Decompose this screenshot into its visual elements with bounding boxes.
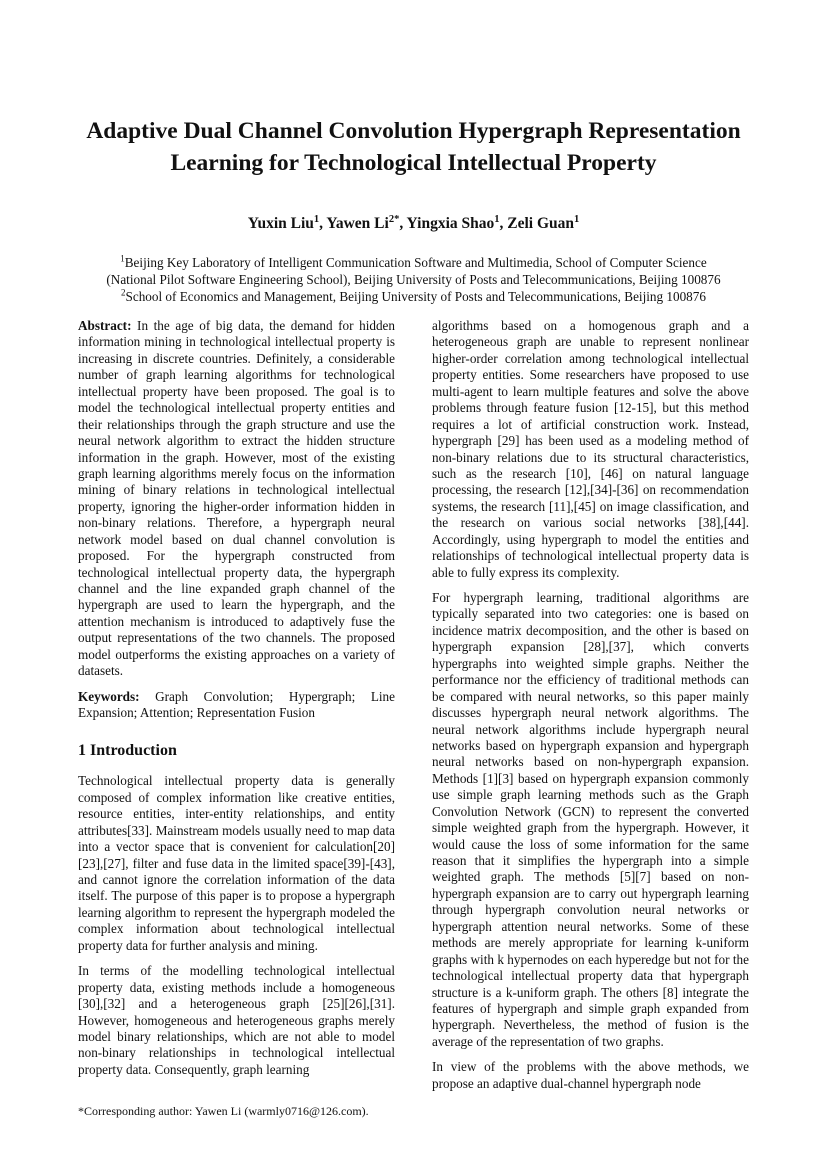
author-name: Zeli Guan xyxy=(507,215,575,232)
corresponding-author-footnote: *Corresponding author: Yawen Li (warmly0716@126.com). xyxy=(78,1104,369,1118)
affiliation-1-line-1 xyxy=(40,254,787,271)
author-affiliation-mark: 1 xyxy=(313,213,320,225)
body-paragraph: algorithms based on a homogenous graph and a heterogeneous graph are unable to represent nonlinear higher-order correlation among technological intellectual property entities. Some researchers have proposed to use multi-agent to learn multiple features and solve the above problems through feature fusion [12-15], but this method requires a lot of artificial construction work. Instead, hypergraph [29] has been used as a modeling method of non-binary relations due to its structural characteristics, such as the research [10], [46] on natural language processing, the research [12],[34]-[36] on recommendation systems, the research [11],[45] on image classification, and the research on various social networks [38],[44]. Accordingly, using hypergraph to model the entities and relationships of technological intellectual property data is able to fully express its complexity. xyxy=(432,318,749,580)
body-paragraph: Technological intellectual property data is generally composed of complex information like creative entities, resource entities, inter-entity relationships, and entity attributes[33]. Mainstream models usually need to map data into a vector space that is convenient for calculation[20][23],[27], filter and fuse data in the limited space[39]-[43], and cannot ignore the correlation information of the data itself. The purpose of this paper is to propose a hypergraph learning algorithm to represent the hypergraph modeled the complex information about technological intellectual property data for further analysis and mining. xyxy=(78,773,395,953)
keywords-label: Keywords: xyxy=(78,688,140,704)
keywords-text: Graph Convolution; Hypergraph; Line Expansion; Attention; Representation Fusion xyxy=(78,688,395,721)
abstract-text: In the age of big data, the demand for hidden information mining in technological intellectual property is increasing in discrete countries. Definitely, a considerable number of graph learning algorithms for technological intellectual property have been proposed. The goal is to model the technological intellectual property entities and their relationships through the graph structure and use the neural network algorithm to extract the hidden structure information in the graph. However, most of the existing graph learning algorithms merely focus on the information mining of binary relations in technological intellectual property, ignoring the higher-order information hidden in non-binary relations. Therefore, a hypergraph neural network model based on dual channel convolution is proposed. For the hypergraph constructed from technological intellectual property data, the hypergraph channel and the line expanded graph channel of the hypergraph are used to learn the hypergraph, and the attention mechanism is introduced to adaptively fuse the output representations of the two channels. The proposed model outperforms the existing approaches on a variety of datasets. xyxy=(78,318,395,679)
abstract xyxy=(78,318,395,680)
author-separator: , xyxy=(399,215,407,232)
affiliation-1-line-2: (National Pilot Software Engineering School), Beijing University of Posts and Telecommunications, Beijing 100876 xyxy=(106,272,721,288)
body-paragraph: In view of the problems with the above methods, we propose an adaptive dual-channel hypergraph node xyxy=(432,1059,749,1091)
affiliation-text: Beijing Key Laboratory of Intelligent Communication Software and Multimedia, School of Computer Science xyxy=(124,255,707,270)
author-separator: , xyxy=(319,215,327,232)
affiliation-text: School of Economics and Management, Beijing University of Posts and Telecommunications, Beijing 100876 xyxy=(125,289,706,305)
abstract-label: Abstract: xyxy=(78,318,132,333)
author-name: Yuxin Liu xyxy=(247,215,314,232)
author-separator: , xyxy=(499,215,508,232)
affiliations xyxy=(40,254,787,305)
paper-title: Adaptive Dual Channel Convolution Hypergraph Representation Learning for Technological Intellectual Property xyxy=(86,118,741,176)
affiliation-2 xyxy=(40,288,787,305)
author-affiliation-mark: 2* xyxy=(388,213,400,225)
author-affiliation-mark: 1 xyxy=(494,213,500,225)
body-paragraph: In terms of the modelling technological intellectual property data, existing methods include a homogeneous [30],[32] and a heterogeneous graph [25][26],[31]. However, homogeneous and heterogeneous graphs merely model binary relationships, which are not able to model non-binary relationships in technological intellectual property data. Consequently, graph learning xyxy=(78,963,395,1077)
section-heading: 1 Introduction xyxy=(78,741,177,759)
author-name: Yawen Li xyxy=(326,215,389,232)
keywords xyxy=(78,689,395,722)
right-column xyxy=(432,318,749,1101)
author-affiliation-mark: 1 xyxy=(574,213,580,225)
author-list xyxy=(40,215,787,233)
affiliation-mark: 2 xyxy=(121,287,126,298)
left-column xyxy=(78,318,395,1087)
affiliation-mark: 1 xyxy=(120,253,125,264)
author-name: Yingxia Shao xyxy=(406,215,495,232)
body-paragraph: For hypergraph learning, traditional algorithms are typically separated into two categories: one is based on incidence matrix decomposition, and the other is based on hypergraph expansion [28],[37], which converts hypergraphs into weighted simple graphs. Neither the performance nor the efficiency of traditional methods can be compared with neural networks, so this paper mainly discusses hypergraph neural network algorithms. The neural network algorithms include hypergraph neural networks based on hypergraph expansion and hypergraph neural networks based on non-hypergraph expansion. Methods [1][3] based on hypergraph expansion commonly use simple graph learning methods such as the Graph Convolution Network (GCN) to represent the converted simple weighted graph from the hypergraph. However, it would cause the loss of some information for the same reason that it simplifies the hypergraph into a simple weighted graph. The methods [5][7] based on non-hypergraph expansion are to carry out hypergraph learning through hypergraph convolution neural networks or hypergraph attention neural networks. Some of these methods are merely appropriate for learning k-uniform graphs with k hypernodes on each hyperedge but not for the technological intellectual property data that hypergraph structure is a k-uniform graph. The others [8] integrate the features of hypergraph and simple graph expanded from hypergraph. Nevertheless, the method of fusion is the average of the representation of two graphs. xyxy=(432,590,749,1049)
